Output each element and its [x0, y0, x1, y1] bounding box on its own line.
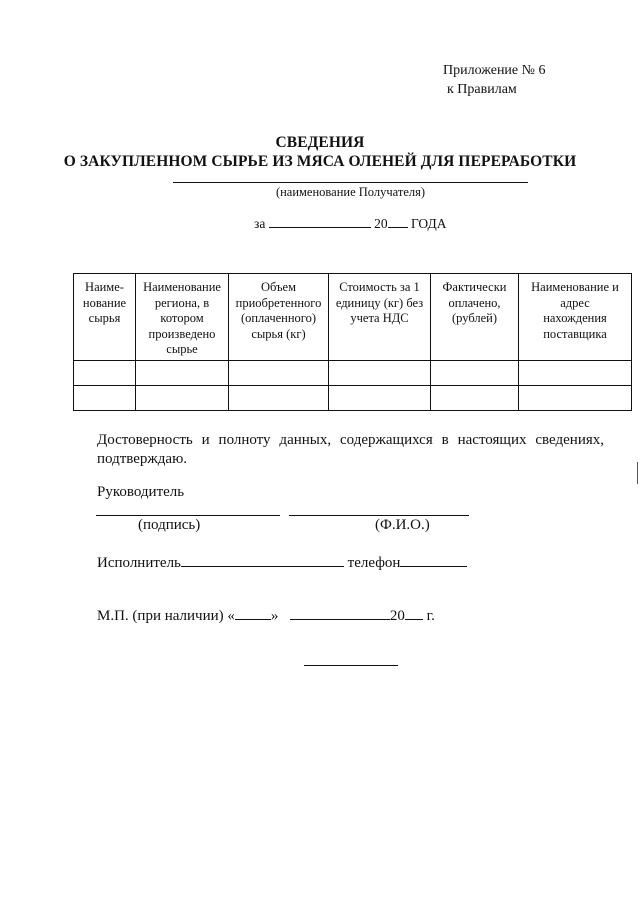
table-cell[interactable] [74, 361, 136, 386]
table-row [74, 361, 632, 386]
table-cell[interactable] [329, 361, 431, 386]
executor-label: Исполнитель [97, 555, 181, 571]
document-subtitle: О ЗАКУПЛЕННОМ СЫРЬЕ ИЗ МЯСА ОЛЕНЕЙ ДЛЯ ПЕРЕРАБОТКИ [63, 153, 577, 170]
recipient-caption: (наименование Получателя) [275, 185, 426, 199]
executor-blank[interactable] [181, 554, 344, 567]
phone-label: телефон [347, 555, 401, 571]
period-year-blank[interactable] [388, 215, 408, 228]
appendix-reference: к Правилам [447, 82, 517, 97]
head-label: Руководитель [97, 484, 185, 500]
table-header-cell: Объем приобретенного (оплаченного) сырья (кг) [229, 274, 329, 361]
seal-label: М.П. (при наличии) « [97, 608, 235, 624]
seal-year-blank[interactable] [405, 607, 423, 620]
seal-year-suffix: г. [426, 608, 435, 624]
signature-caption: (подпись) [138, 517, 201, 533]
table-cell[interactable] [519, 386, 632, 411]
full-name-caption: (Ф.И.О.) [375, 517, 430, 533]
period-blank[interactable] [269, 215, 371, 228]
margin-mark [637, 462, 638, 484]
table-cell[interactable] [519, 361, 632, 386]
period-year-prefix: 20 [374, 216, 388, 231]
table-cell[interactable] [431, 386, 519, 411]
table-cell[interactable] [229, 386, 329, 411]
data-table [73, 273, 632, 411]
table-cell[interactable] [229, 361, 329, 386]
period-prefix: за [254, 216, 266, 231]
seal-year-prefix: 20 [389, 608, 405, 624]
seal-quote-close: » [270, 608, 279, 624]
bottom-signature-line [304, 665, 398, 666]
table-cell[interactable] [136, 386, 229, 411]
phone-blank[interactable] [400, 554, 467, 567]
full-name-line[interactable] [289, 515, 469, 516]
recipient-name-line[interactable] [173, 182, 528, 183]
appendix-number: Приложение № 6 [443, 63, 546, 78]
table-header-row [74, 274, 632, 361]
executor-row [97, 554, 467, 572]
table-cell[interactable] [136, 361, 229, 386]
table-header-cell: Наименование региона, в котором произведено сырье [136, 274, 229, 361]
confirmation-text: Достоверность и полноту данных, содержащихся в настоящих сведениях, подтверждаю. [97, 432, 604, 467]
table-header-cell: Наиме- нование сырья [74, 274, 136, 361]
table-cell[interactable] [74, 386, 136, 411]
signature-line[interactable] [96, 515, 280, 516]
table-row [74, 386, 632, 411]
seal-row [97, 607, 435, 625]
table-header-cell: Стоимость за 1 единицу (кг) без учета НДС [329, 274, 431, 361]
period-line [254, 215, 446, 232]
seal-month-blank[interactable] [290, 607, 390, 620]
period-suffix: ГОДА [410, 216, 447, 231]
table-cell[interactable] [431, 361, 519, 386]
table-header-cell: Фактически оплачено, (рублей) [431, 274, 519, 361]
table-cell[interactable] [329, 386, 431, 411]
table-header-cell: Наименование и адрес нахождения поставщика [519, 274, 632, 361]
seal-day-blank[interactable] [235, 607, 271, 620]
document-title: СВЕДЕНИЯ [275, 134, 365, 151]
